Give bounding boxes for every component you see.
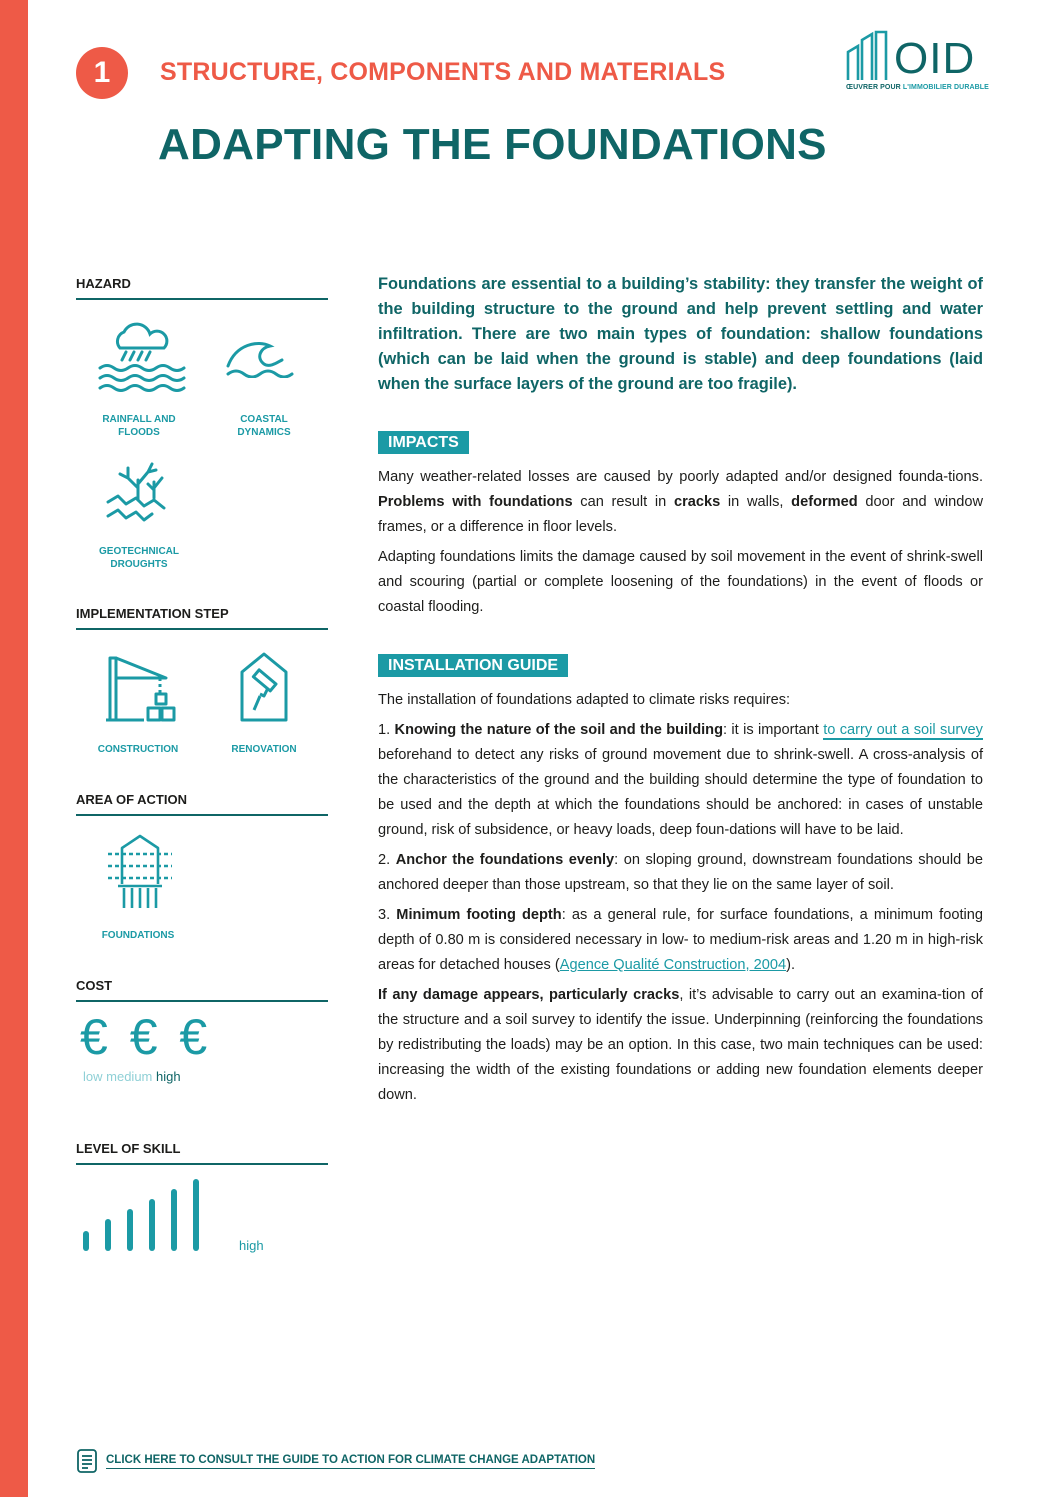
installation-guide-tag: INSTALLATION GUIDE <box>378 654 568 677</box>
guide-intro: The installation of foundations adapted to climate risks requires: <box>378 692 791 708</box>
impacts-tag: IMPACTS <box>378 431 469 454</box>
footer-guide-link[interactable] <box>76 1446 595 1476</box>
page-title: ADAPTING THE FOUNDATIONS <box>158 120 827 169</box>
logo-wordmark: OID <box>894 34 976 83</box>
drought-icon <box>104 460 174 524</box>
intro-paragraph: Foundations are essential to a building’s stability: they transfer the weight of the building structure to the ground and help prevent settling and water infiltration. There are two main types of foundation: shallow foundations (which can be laid when the ground is stable) and deep foundations (laid when the surface layers of the ground are too fragile). <box>378 275 983 393</box>
footer-link-text[interactable]: CLICK HERE TO CONSULT THE GUIDE TO ACTION FOR CLIMATE CHANGE ADAPTATION <box>106 1454 595 1469</box>
section-title: STRUCTURE, COMPONENTS AND MATERIALS <box>160 58 726 86</box>
hazard-label-rainfall: RAINFALL AND FLOODS <box>102 414 176 438</box>
guide-step-2: 2. Anchor the foundations evenly: on sloping ground, downstream foundations should be anchored deeper than those upstream, so that they lie on the same layer of soil. <box>378 852 983 893</box>
document-icon <box>76 1448 98 1474</box>
implementation-label-construction: CONSTRUCTION <box>97 744 179 755</box>
aqc-reference-link[interactable]: Agence Qualité Construction, 2004 <box>559 957 787 973</box>
implementation-label-renovation: RENOVATION <box>231 744 297 755</box>
rain-flood-icon <box>96 322 186 394</box>
soil-survey-link[interactable]: to carry out a soil survey <box>823 722 983 738</box>
left-accent-bar <box>0 0 28 1497</box>
impacts-paragraph-2: Adapting foundations limits the damage caused by soil movement in the event of shrink-swell and scouring (partial or complete loosening of the foundations) in the event of floods or coastal flooding. <box>378 549 983 615</box>
foundations-icon <box>106 834 174 912</box>
cost-euro-symbols: € € € <box>80 1009 212 1065</box>
guide-step-1: 1. Knowing the nature of the soil and the building: it is important to carry out a soil survey beforehand to detect any risks of ground movement due to shrink-swell. A cross-analysis of the characteristics of the ground and the building should determine the type of foundation to be used and the depth at which the foundations should be anchored: in cases of unstable ground, risk of subsidence, or heavy loads, deep foun-dations will have to be laid. <box>378 722 983 838</box>
area-heading: AREA OF ACTION <box>76 792 328 816</box>
impacts-text <box>378 465 983 625</box>
skill-heading: LEVEL OF SKILL <box>76 1141 328 1165</box>
hazard-heading: HAZARD <box>76 276 328 300</box>
crane-icon <box>104 654 178 724</box>
cost-heading: COST <box>76 978 328 1002</box>
logo-tagline: ŒUVRER POUR L'IMMOBILIER DURABLE <box>846 84 989 91</box>
guide-step-3: 3. Minimum footing depth: as a general rule, for surface foundations, a minimum footing depth of 0.80 m is considered necessary in low- to medium-risk areas and 1.20 m in high-risk areas for detached houses (Agence Qualité Construction, 2004). <box>378 907 983 973</box>
guide-damage-paragraph: If any damage appears, particularly cracks, it’s advisable to carry out an examina-tion of the structure and a soil survey to identify the issue. Underpinning (reinforcing the foundations by redistributing the loads) may be an option. In this case, two main techniques can be used: increasing the width of the existing foundations or adding new foundation elements deeper down. <box>378 987 983 1103</box>
cost-legend: low medium high <box>83 1069 181 1084</box>
impacts-paragraph-1: Many weather-related losses are caused by poorly adapted and/or designed founda-tions. Problems with foundations can result in cracks in walls, deformed door and window frames, or a difference in floor levels. <box>378 469 983 535</box>
area-label-foundations: FOUNDATIONS <box>101 930 175 941</box>
section-number-badge: 1 <box>76 47 128 99</box>
wave-icon <box>224 336 296 378</box>
paint-roller-house-icon <box>238 650 290 724</box>
skill-level-label: high <box>239 1238 264 1253</box>
hazard-label-drought: GEOTECHNICAL DROUGHTS <box>99 546 179 570</box>
installation-guide-text <box>378 688 983 1113</box>
hazard-label-coastal: COASTAL DYNAMICS <box>237 414 291 438</box>
skill-level-bars <box>80 1176 210 1252</box>
implementation-heading: IMPLEMENTATION STEP <box>76 606 328 630</box>
